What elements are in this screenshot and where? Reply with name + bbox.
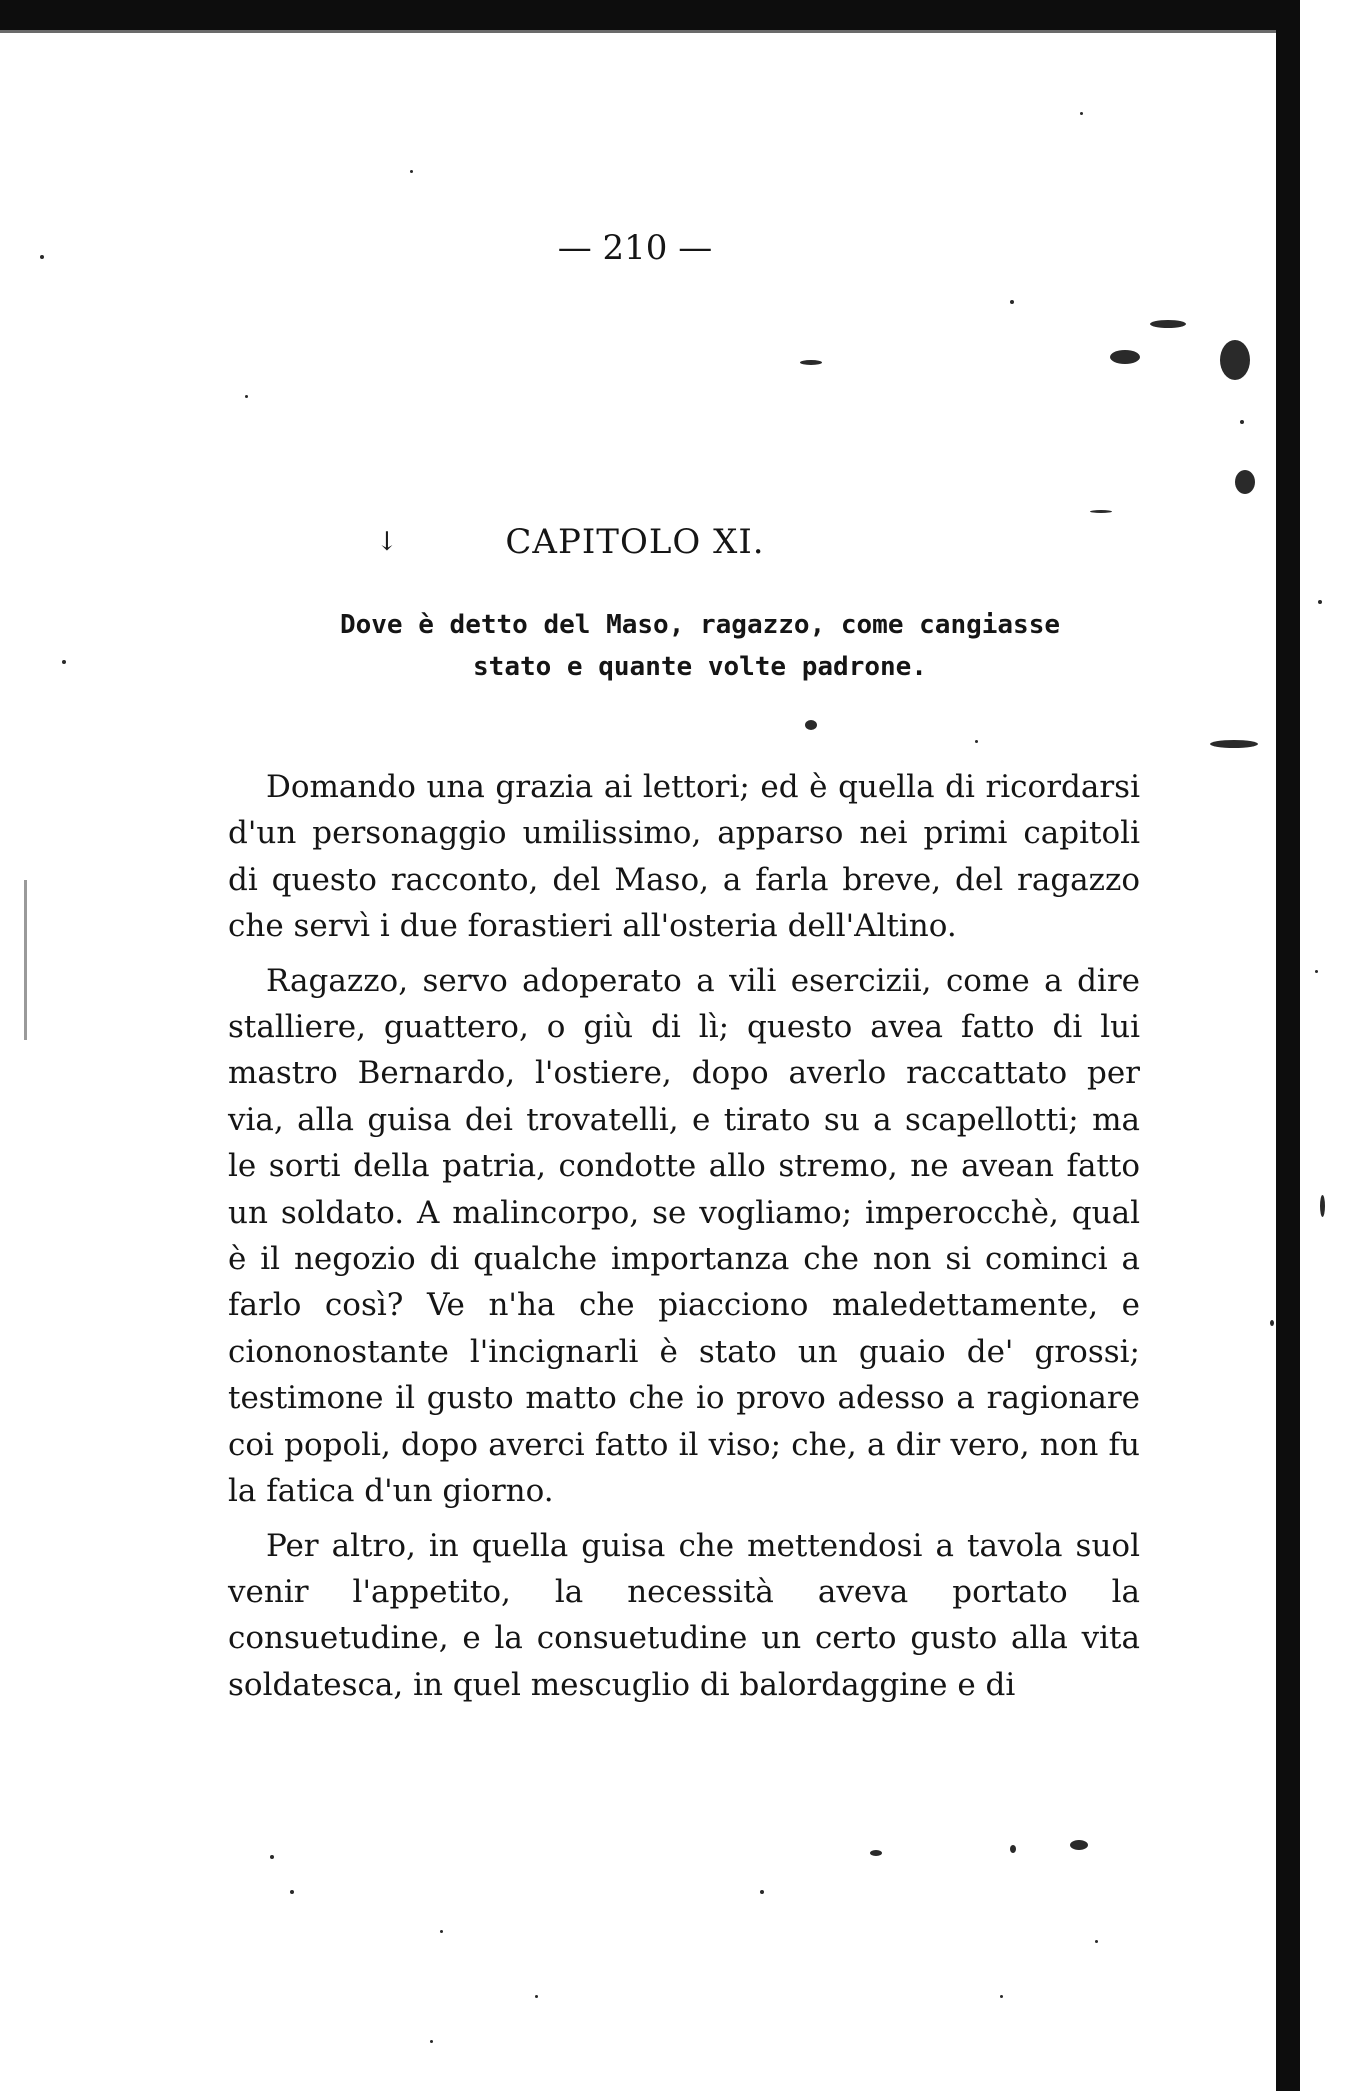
page-number: — 210 —	[557, 228, 713, 268]
scan-border-top	[0, 0, 1300, 30]
chapter-subtitle	[290, 604, 1110, 688]
chapter-marker-glyph: ↓	[376, 527, 398, 557]
chapter-body	[228, 764, 1140, 1716]
paragraph-3: Per altro, in quella guisa che mettendosi a tavola suol venir l'appetito, la necessità aveva portato la consuetudine, e la consuetudine un certo gusto alla vita soldatesca, in quel mescuglio di balordaggine e di	[228, 1527, 1140, 1703]
chapter-title: CAPITOLO XI.	[505, 522, 765, 562]
scan-border-right	[1276, 0, 1300, 2091]
chapter-subtitle-line-2: stato e quante volte padrone.	[473, 652, 927, 682]
scan-border-top-shadow	[0, 30, 1300, 33]
chapter-subtitle-line-1: Dove è detto del Maso, ragazzo, come cangiasse	[339, 610, 1061, 640]
paragraph-2: Ragazzo, servo adoperato a vili esercizii, come a dire stalliere, guattero, o giù di lì; questo avea fatto di lui mastro Bernardo, l'ostiere, dopo averlo raccattato per via, alla guisa dei trovatelli, e tirato su a scapellotti; ma le sorti della patria, condotte allo stremo, ne avean fatto un soldato. A malincorpo, se vogliamo; imperocchè, qual è il negozio di qualche importanza che non si cominci a farlo così? Ve n'ha che piacciono maledettamente, e ciononostante l'incignarli è stato un guaio de' grossi; testimone il gusto matto che io provo adesso a ragionare coi popoli, dopo averci fatto il viso; che, a dir vero, non fu la fatica d'un giorno.	[228, 962, 1140, 1510]
paragraph-1: Domando una grazia ai lettori; ed è quella di ricordarsi d'un personaggio umilissimo, apparso nei primi capitoli di questo racconto, del Maso, a farla breve, del ragazzo che servì i due forastieri all'osteria dell'Altino.	[228, 769, 1140, 945]
